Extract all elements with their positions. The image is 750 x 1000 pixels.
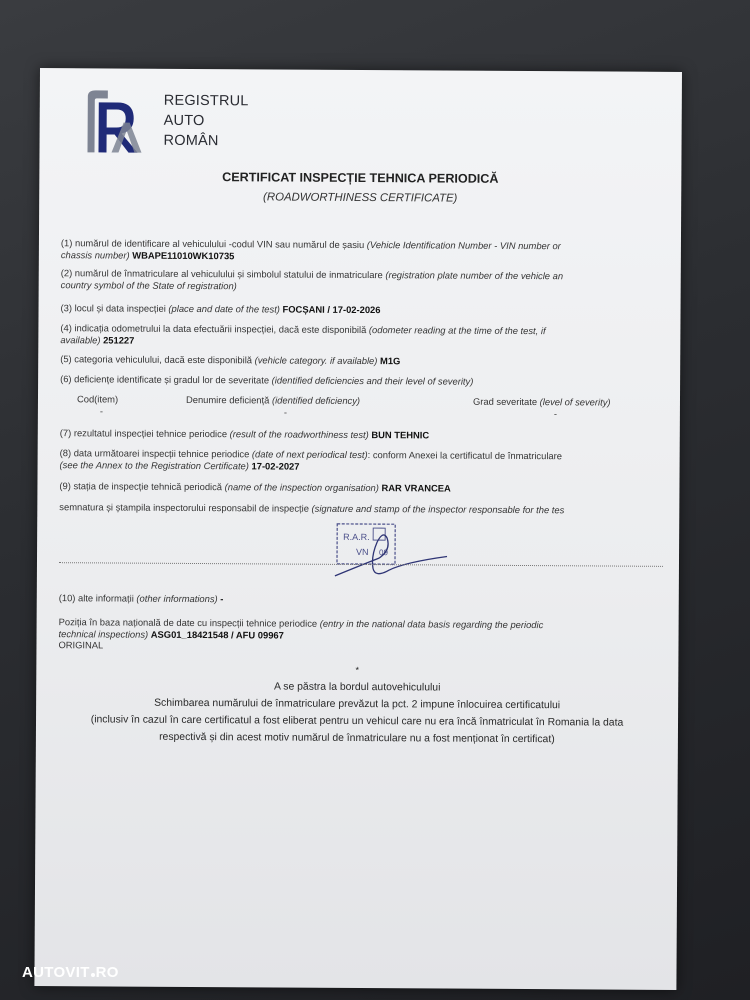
odometer-value: 251227	[103, 334, 135, 346]
deficiency-col-name-en: (identified deficiency)	[271, 394, 361, 407]
inspector-stamp	[329, 520, 453, 583]
deficiency-col-name	[186, 394, 360, 407]
field-signature	[59, 501, 659, 516]
field-result	[60, 427, 660, 442]
deficiencies-label-en: (identified deficiencies and their level of severity)	[271, 374, 474, 387]
station-label-en: (name of the inspection organisation)	[224, 481, 379, 494]
brand-line-3: ROMÂN	[163, 132, 219, 150]
notice-line-4: respectivă și din acest motiv numărul de înmatriculare nu a fost menționat în certificat)	[159, 731, 555, 746]
registration-label-en: (registration plate number of the vehicle an	[385, 269, 564, 282]
stamp-text-number: 09	[379, 548, 388, 558]
registration-label: (2) numărul de înmatriculare al vehiculului și simbolul statului de inmatriculare	[60, 267, 383, 281]
original-mark: ORIGINAL	[58, 639, 104, 651]
rar-logo	[83, 88, 145, 154]
stamp-text-vn: VN	[356, 546, 369, 558]
place-date-label-en: (place and date of the test)	[168, 302, 280, 315]
stamp-text-rar: R.A.R.	[343, 531, 370, 543]
result-label-en: (result of the roadworthiness test)	[229, 428, 369, 441]
odometer-label-en: (odometer reading at the time of the test, if	[368, 324, 546, 337]
station-value: RAR VRANCEA	[381, 482, 451, 494]
national-label: Poziția în baza națională de date cu inspecții tehnice periodice	[58, 616, 318, 629]
field-station	[59, 480, 659, 495]
brand-line-1: REGISTRUL	[163, 92, 249, 110]
certificate-subtitle: (ROADWORTHINESS CERTIFICATE)	[263, 191, 458, 205]
next-test-value: 17-02-2027	[251, 459, 300, 472]
deficiency-col-severity-en: (level of severity)	[539, 396, 611, 408]
notice-line-3: (inclusiv în cazul în care certificatul a fost eliberat pentru un vehicul care nu era încă înmatriculat în Romania la data	[90, 714, 624, 729]
other-info-label: (10) alte informații	[58, 592, 134, 604]
notice-star: *	[355, 664, 360, 675]
other-info-value: -	[220, 593, 224, 605]
field-other-info	[59, 592, 659, 607]
national-label-en: (entry in the national data basis regarding the periodic	[319, 617, 544, 631]
next-test-label-en: (date of next periodical test)	[251, 448, 368, 461]
deficiency-code-empty: -	[99, 405, 104, 417]
deficiency-col-code: Cod(item)	[76, 393, 119, 405]
category-value: M1G	[380, 355, 401, 367]
field-odometer	[60, 322, 660, 349]
deficiency-name-empty: -	[283, 406, 288, 418]
other-info-label-en: (other informations)	[136, 592, 218, 605]
station-label: (9) stația de inspecție tehnică periodică	[59, 480, 223, 493]
vin-value: WBAPE11010WK10735	[132, 249, 235, 261]
watermark-brand: AUTOVIT	[22, 964, 90, 981]
national-value: ASG01_18421548 / AFU 09967	[150, 628, 284, 641]
field-national-database	[58, 616, 658, 654]
brand-name	[164, 91, 249, 152]
field-place-date	[61, 302, 661, 317]
deficiency-col-name-ro: Denumire deficiență	[185, 393, 270, 406]
result-label: (7) rezultatul inspecției tehnice periodice	[59, 427, 228, 440]
certificate-title: CERTIFICAT INSPECȚIE TEHNICA PERIODICĂ	[222, 170, 499, 186]
category-label: (5) categoria vehiculului, dacă este disponibilă	[60, 353, 253, 366]
brand-line-2: AUTO	[163, 112, 205, 130]
autovit-watermark	[22, 964, 119, 981]
field-category	[60, 353, 660, 368]
national-label-en-2: technical inspections)	[58, 627, 149, 640]
odometer-label: (4) indicația odometrului la data efectuării inspecției, dacă este disponibilă	[60, 322, 367, 336]
signature-label-en: (signature and stamp of the inspector responsable for the tes	[311, 502, 565, 516]
odometer-label-en-2: available)	[60, 333, 101, 346]
place-date-value: FOCȘANI / 17-02-2026	[282, 303, 381, 316]
deficiency-severity-empty: -	[553, 408, 558, 420]
notice-block	[36, 677, 678, 749]
registration-label-en-2: country symbol of the State of registration)	[60, 278, 237, 291]
place-date-label: (3) locul și data inspecției	[60, 302, 166, 314]
field-registration	[61, 267, 661, 294]
watermark-suffix: RO	[95, 964, 119, 981]
watermark-dot-icon	[91, 973, 95, 977]
next-test-label: (8) data următoarei inspecții tehnice periodice	[59, 447, 250, 460]
vin-label: (1) numărul de identificare al vehiculului -codul VIN sau numărul de șasiu	[60, 237, 365, 251]
vin-label-en: (Vehicle Identification Number - VIN number or	[366, 239, 561, 252]
next-test-label-annex: : conform Anexei la certificatul de înmatriculare	[367, 449, 563, 462]
category-label-en: (vehicle category. if available)	[254, 354, 378, 367]
result-value: BUN TEHNIC	[371, 429, 430, 441]
field-deficiencies	[60, 373, 660, 388]
field-vin	[61, 237, 661, 264]
deficiencies-label: (6) deficiențe identificate și gradul lor de severitate	[60, 373, 270, 386]
deficiency-col-severity-ro: Grad severitate	[472, 395, 538, 408]
field-next-test	[60, 447, 660, 474]
next-test-label-en-2: (see the Annex to the Registration Certificate)	[59, 458, 249, 471]
deficiency-col-severity	[473, 396, 611, 408]
certificate-paper	[34, 68, 682, 990]
notice-line-2: Schimbarea numărului de înmatriculare prevăzut la pct. 2 impune înlocuirea certificatului	[154, 697, 561, 712]
notice-line-1: A se păstra la bordul autovehiculului	[274, 681, 441, 694]
vin-label-en-2: chassis number)	[60, 248, 130, 261]
signature-label: semnatura și ștampila inspectorului responsabil de inspecție	[59, 501, 309, 514]
